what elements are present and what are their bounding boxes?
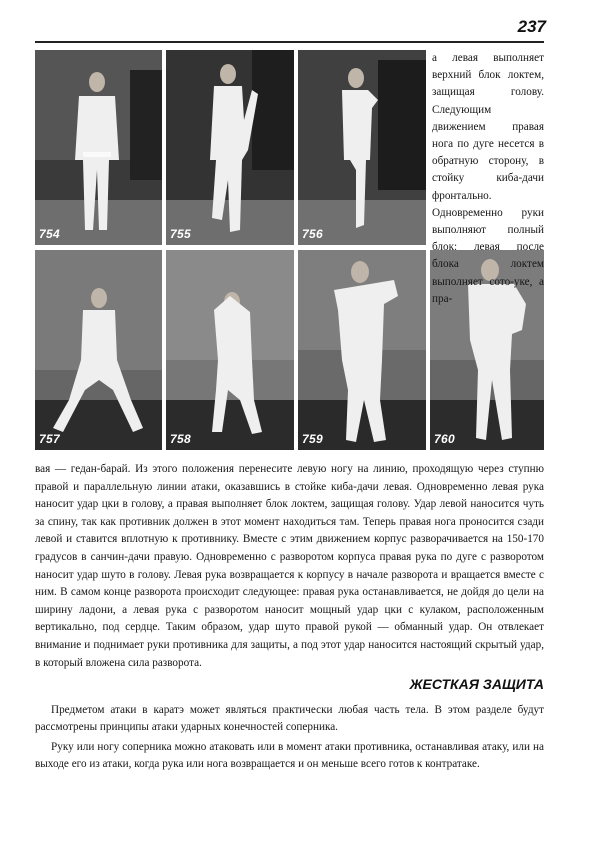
photo-754 bbox=[35, 50, 162, 245]
header-rule bbox=[35, 41, 544, 43]
photo-755 bbox=[166, 50, 294, 245]
photo-number: 758 bbox=[170, 432, 191, 446]
karate-figure-image bbox=[166, 250, 294, 450]
body-paragraph: вая — гедан-барай. Из этого положения перенесите левую ногу на линию, проходящую через ступню правой и параллельную линии атаки, оказавшись в стойке киба-дачи левая. Одновременно левая рука наносит удар цки в голову, а правая выполняет блок локтем, защищая голову. Удар левой наносится чуть за спину, так как противник должен в этот момент находиться там. Теперь правая нога проносится сзади левой и ставится вплотную к противнику. Вместе с этим движением корпус разворачивается на 150-170 градусов в санчин-дачи правую. Одновременно с разворотом корпуса правая рука по дуге с разворотом наносит удар шуто в голову. Левая рука возвращается к корпусу в начале разворота и вращается вместе с ним. В самом конце разворота происходит следующее: правая рука останавливается, не дойдя до цели на ширину ладони, а левая рука с разворотом наносит мощный удар цки с кулаком, расположенным вертикально, под сердце. Таким образом, удар шуто правой рукой — обманный удар. Он отвлекает внимание и поднимает руки противника для защиты, а под этот удар наносится настоящий скрытый удар, в который вложена сила разворота. bbox=[35, 463, 544, 669]
karate-figure-image bbox=[298, 250, 426, 450]
paragraph: Предметом атаки в каратэ может являться практически любая часть тела. В этом разделе будут рассмотрены принципы атаки ударных конечностей соперника. bbox=[35, 704, 544, 733]
photo-756 bbox=[298, 50, 426, 245]
photo-number: 757 bbox=[39, 432, 60, 446]
side-column-text: а левая выполняет верхний блок локтем, защищая голову. Следующим движением правая нога по дуге несется в обратную сторону, в стойку киба-дачи фронтально. Одновременно руки выполняют полный блок: левая после блока локтем выполняет сото-уке, а пра- bbox=[432, 52, 544, 305]
page-number: 237 bbox=[517, 17, 546, 36]
photo-number: 759 bbox=[302, 432, 323, 446]
photo-759 bbox=[298, 250, 426, 450]
photo-number: 756 bbox=[302, 227, 323, 241]
karate-figure-image bbox=[298, 50, 426, 245]
karate-figure-image bbox=[166, 50, 294, 245]
photo-757 bbox=[35, 250, 162, 450]
karate-figure-image bbox=[35, 50, 162, 245]
photo-number: 754 bbox=[39, 227, 60, 241]
photo-number: 755 bbox=[170, 227, 191, 241]
photo-758 bbox=[166, 250, 294, 450]
paragraph: Руку или ногу соперника можно атаковать или в момент атаки противника, останавливая атаку, или на выходе его из атаки, когда рука или нога возвращается и он меньше всего готов к контратаке. bbox=[35, 741, 544, 770]
section-heading: ЖЕСТКАЯ ЗАЩИТА bbox=[409, 676, 544, 692]
photo-number: 760 bbox=[434, 432, 455, 446]
karate-figure-image bbox=[35, 250, 162, 450]
